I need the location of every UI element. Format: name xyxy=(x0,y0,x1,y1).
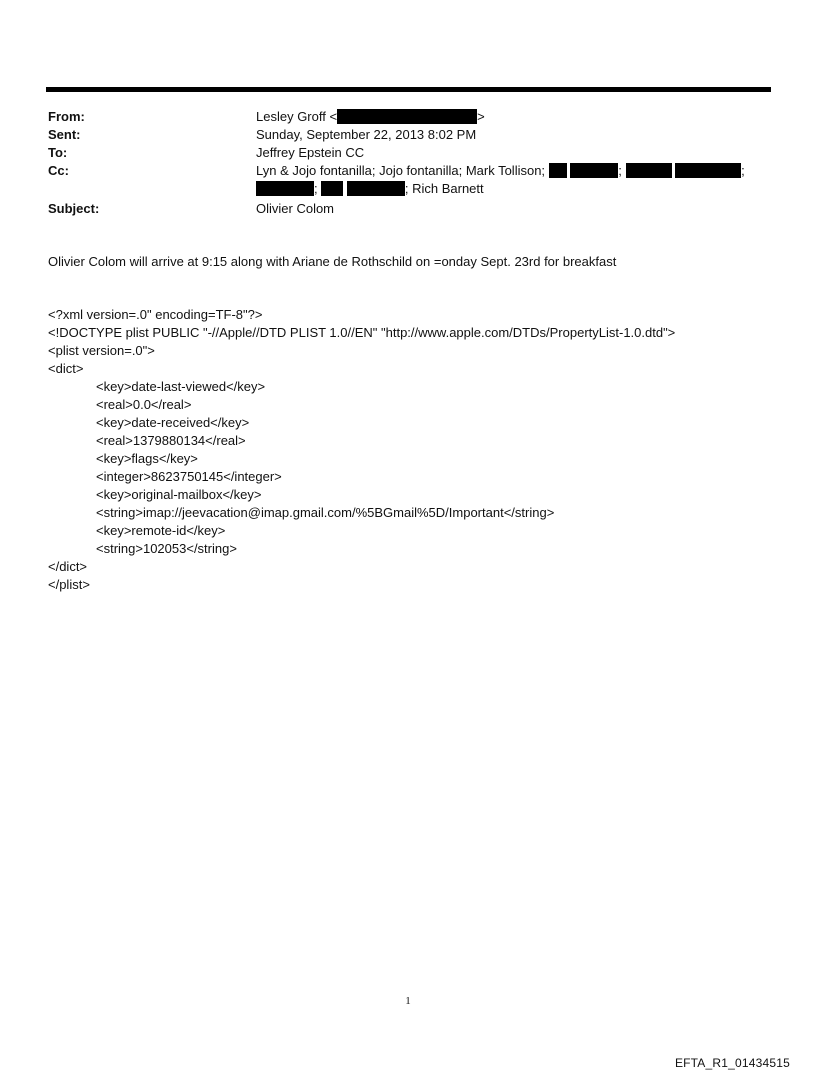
cc-names: Lyn & Jojo fontanilla; Jojo fontanilla; Mark Tollison; xyxy=(256,163,546,178)
redaction-box xyxy=(570,163,618,178)
cc-rich-barnett: ; Rich Barnett xyxy=(404,181,484,196)
email-header xyxy=(48,108,778,218)
plist-line: <key>date-last-viewed</key> xyxy=(96,379,266,394)
subject-row xyxy=(48,200,778,218)
subject-label: Subject: xyxy=(48,201,100,216)
cc-row xyxy=(48,162,778,198)
cc-separator: ; xyxy=(314,181,318,196)
plist-line: <key>date-received</key> xyxy=(96,415,250,430)
sent-row xyxy=(48,126,778,144)
document-id: EFTA_R1_01434515 xyxy=(674,1056,790,1070)
cc-value xyxy=(256,162,778,198)
to-label: To: xyxy=(48,145,68,160)
redaction-box xyxy=(256,181,314,196)
cc-line-2 xyxy=(256,180,778,198)
from-name: Lesley Groff < xyxy=(256,109,338,124)
plist-line: <key>original-mailbox</key> xyxy=(96,487,262,502)
plist-line: <integer>8623750145</integer> xyxy=(96,469,282,484)
plist-line: <key>remote-id</key> xyxy=(96,523,226,538)
from-value xyxy=(256,108,778,126)
plist-line: <dict> xyxy=(48,361,84,376)
plist-line: <key>flags</key> xyxy=(96,451,198,466)
from-suffix: > xyxy=(477,109,485,124)
plist-line: <string>imap://jeevacation@imap.gmail.com/%5BGmail%5D/Important</string> xyxy=(96,505,555,520)
plist-line: </plist> xyxy=(48,577,90,592)
cc-separator: ; xyxy=(618,163,622,178)
subject-value: Olivier Colom xyxy=(256,201,335,216)
plist-line: <real>1379880134</real> xyxy=(96,433,246,448)
from-row xyxy=(48,108,778,126)
sent-label: Sent: xyxy=(48,127,81,142)
plist-line: <plist version=.0"> xyxy=(48,343,155,358)
plist-line: <!DOCTYPE plist PUBLIC "-//Apple//DTD PLIST 1.0//EN" "http://www.apple.com/DTDs/PropertyList-1.0.dtd"> xyxy=(48,325,676,340)
sent-value: Sunday, September 22, 2013 8:02 PM xyxy=(256,127,477,142)
redaction-box xyxy=(347,181,405,196)
to-row xyxy=(48,144,778,162)
redaction-box xyxy=(549,163,567,178)
redaction-box xyxy=(321,181,343,196)
from-label: From: xyxy=(48,109,85,124)
cc-separator: ; xyxy=(741,163,745,178)
page-number: 1 xyxy=(405,995,411,1007)
to-value: Jeffrey Epstein CC xyxy=(256,145,365,160)
header-rule xyxy=(46,87,771,92)
message-body: Olivier Colom will arrive at 9:15 along with Ariane de Rothschild on =onday Sept. 23rd for breakfast xyxy=(48,254,617,269)
plist-line: <string>102053</string> xyxy=(96,541,237,556)
cc-line-1 xyxy=(256,162,778,180)
redaction-box xyxy=(337,109,477,124)
plist-line: <real>0.0</real> xyxy=(96,397,192,412)
redaction-box xyxy=(675,163,741,178)
plist-line: </dict> xyxy=(48,559,88,574)
plist-block xyxy=(48,306,788,594)
redaction-box xyxy=(626,163,672,178)
cc-label: Cc: xyxy=(48,163,69,178)
plist-line: <?xml version=.0" encoding=TF-8"?> xyxy=(48,307,263,322)
